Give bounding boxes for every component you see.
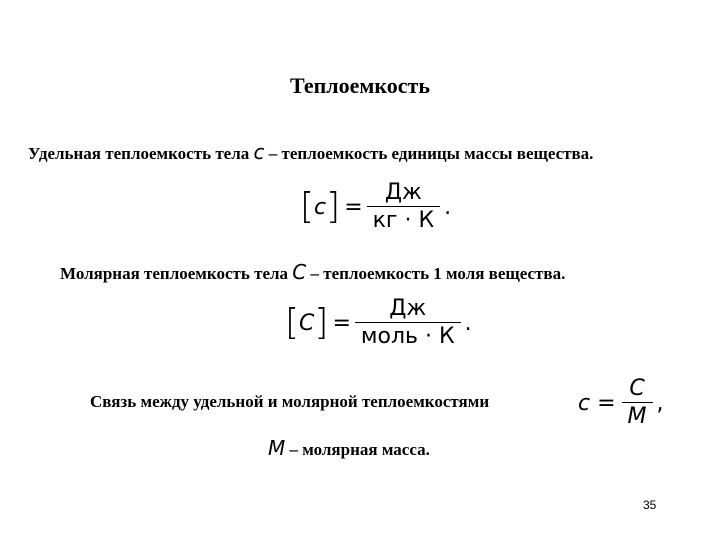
specific-heat-unit-fraction (367, 180, 440, 235)
equals-sign: = (332, 310, 351, 336)
specific-heat-unit-denominator: кг · К (367, 206, 440, 235)
molar-heat-unit-formula (285, 296, 472, 351)
molar-heat-unit-denominator: моль · К (355, 322, 461, 351)
relation-denominator: M (622, 402, 653, 431)
specific-heat-definition (28, 140, 593, 164)
page-number: 35 (643, 498, 657, 512)
molar-heat-definition (60, 260, 565, 284)
slide-title: Теплоемкость (290, 73, 430, 98)
left-bracket: [ (285, 302, 300, 344)
right-bracket: ] (326, 186, 341, 228)
molar-heat-unit-numerator: Дж (389, 296, 427, 321)
specific-heat-unit-formula (300, 180, 451, 235)
molar-heat-symbol: C (292, 260, 307, 284)
specific-heat-unit-symbol: c (314, 194, 327, 220)
molar-mass-text: – молярная масса. (285, 440, 430, 459)
molar-heat-unit-symbol: C (299, 310, 315, 336)
specific-heat-unit-numerator: Дж (384, 180, 422, 205)
relation-fraction (622, 376, 653, 431)
specific-heat-text-before: Удельная теплоемкость тела (28, 144, 254, 163)
relation-numerator: C (629, 376, 645, 401)
comma: , (656, 390, 664, 416)
relation-lhs: c = (578, 390, 616, 416)
molar-mass-symbol: M (268, 436, 286, 460)
period: . (444, 194, 452, 220)
molar-heat-text-after: – теплоемкость 1 моля вещества. (306, 264, 566, 283)
specific-heat-symbol: c (253, 140, 265, 164)
molar-heat-unit-fraction (355, 296, 461, 351)
relation-formula (578, 376, 664, 431)
relation-text: Связь между удельной и молярной теплоемкостями (90, 392, 490, 411)
equals-sign: = (344, 194, 363, 220)
left-bracket: [ (300, 186, 315, 228)
period: . (464, 310, 472, 336)
molar-heat-text-before: Молярная теплоемкость тела (60, 264, 293, 283)
right-bracket: ] (314, 302, 329, 344)
specific-heat-text-after: – теплоемкость единицы массы вещества. (264, 144, 594, 163)
molar-mass-definition (268, 436, 430, 460)
